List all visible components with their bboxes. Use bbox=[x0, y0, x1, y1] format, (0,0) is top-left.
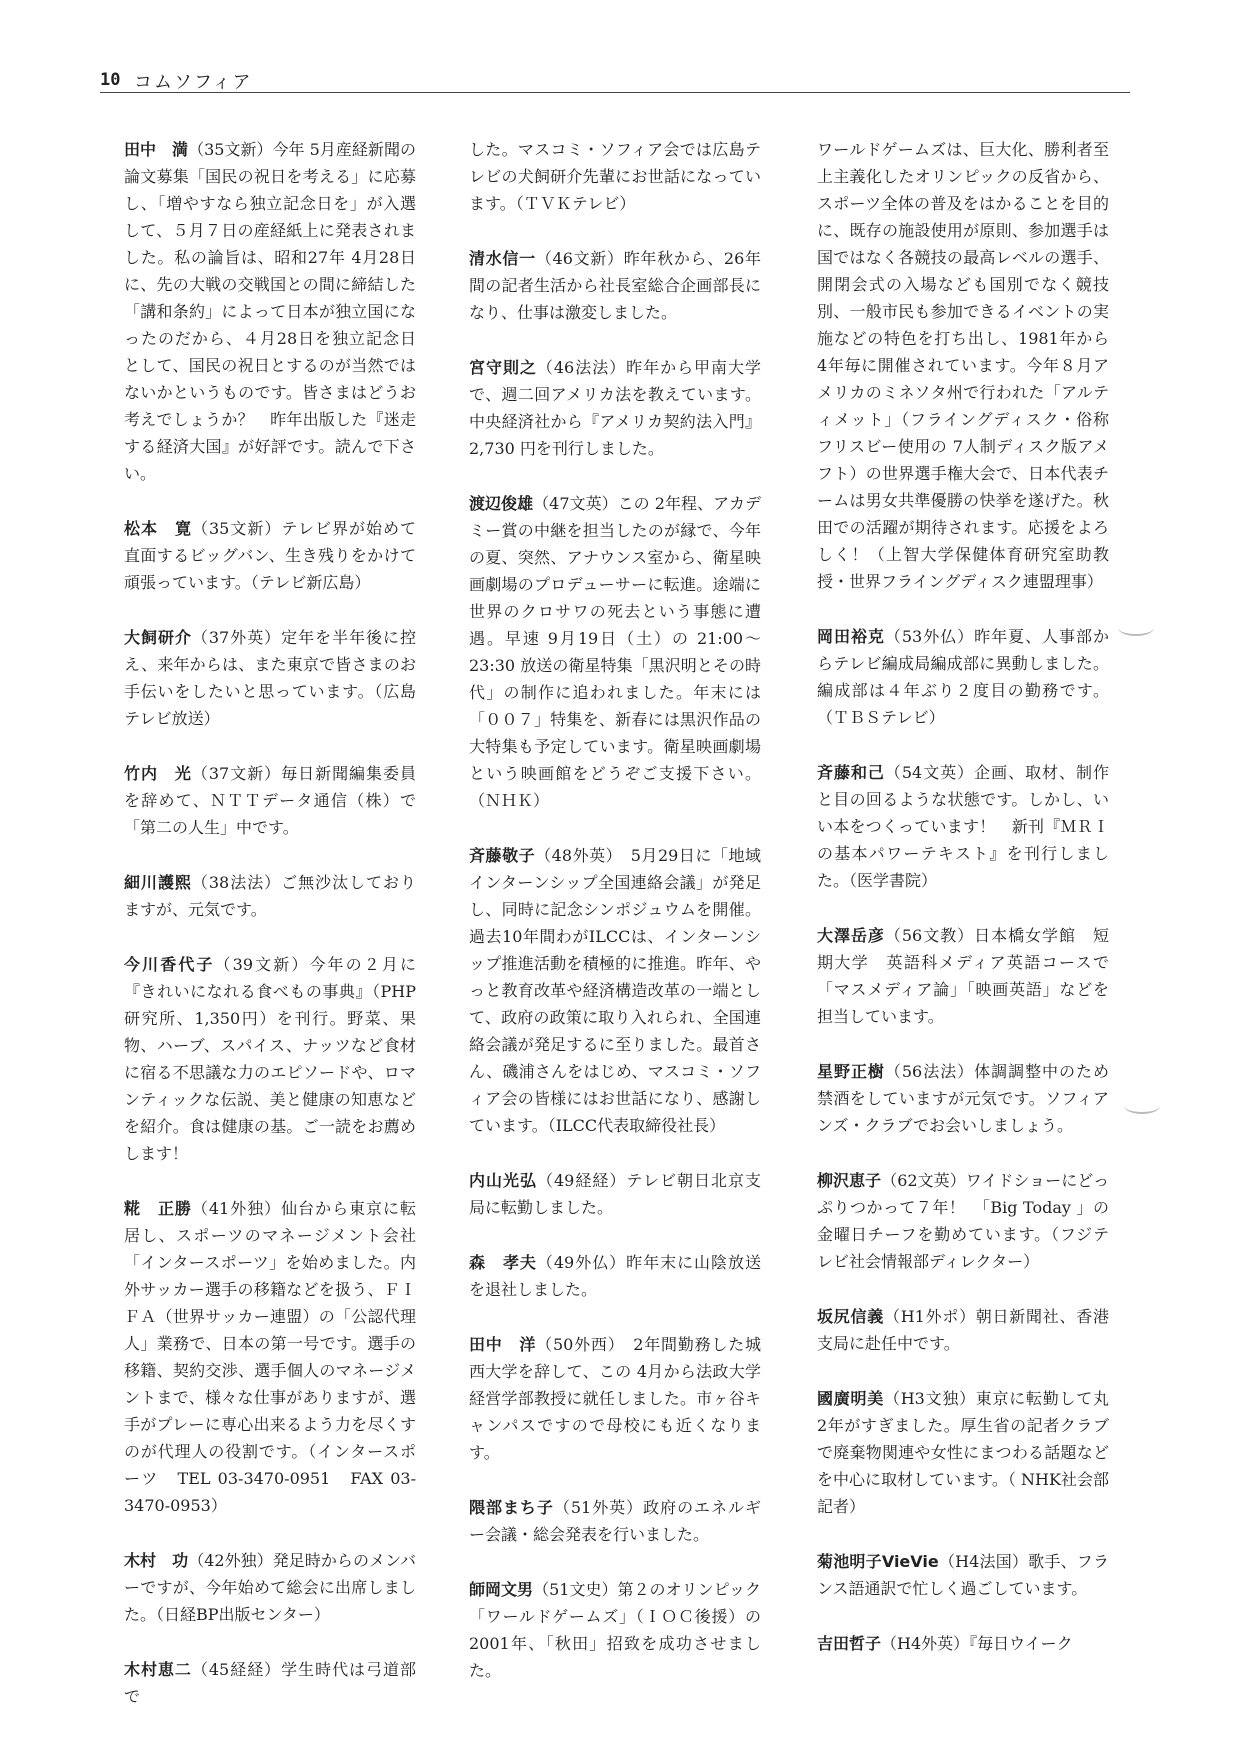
member-entry bbox=[817, 1548, 1109, 1602]
member-entry bbox=[124, 136, 416, 487]
member-message: （37外英）定年を半年後に控え、来年からは、また東京で皆さまのお手伝いをしたいと思っています。（広島テレビ放送） bbox=[124, 628, 416, 728]
member-name: 森 孝夫 bbox=[469, 1253, 537, 1272]
member-name: 星野正樹 bbox=[817, 1062, 885, 1081]
member-message: した。マスコミ・ソフィア会では広島テレビの犬飼研介先輩にお世話になっています。（ＴＶＫテレビ） bbox=[469, 140, 761, 213]
member-entry bbox=[469, 842, 761, 1139]
member-message: （46文新）昨年秋から、26年間の記者生活から社長室総合企画部長になり、仕事は激変しました。 bbox=[469, 249, 761, 322]
member-message: （51外英）政府のエネルギー会議・総会発表を行いました。 bbox=[469, 1498, 761, 1544]
page-header bbox=[100, 64, 1130, 92]
member-entry bbox=[817, 623, 1109, 731]
member-message: （37文新）毎日新聞編集委員を辞めて、ＮＴＴデータ通信（株）で「第二の人生」中です。 bbox=[124, 764, 416, 837]
member-name: 師岡文男 bbox=[469, 1580, 534, 1599]
member-entry bbox=[817, 922, 1109, 1030]
member-entry bbox=[469, 1576, 761, 1684]
member-name: 木村 功 bbox=[124, 1551, 189, 1570]
member-entry bbox=[817, 1385, 1109, 1520]
member-name: 坂尻信義 bbox=[817, 1307, 884, 1326]
member-message: （H1外ポ）朝日新聞社、香港支局に赴任中です。 bbox=[817, 1307, 1109, 1353]
member-message: （54文英）企画、取材、制作と目の回るような状態です。しかし、いい本をつくっています！ 新刊『ＭＲＩの基本パワーテキスト』を刊行しました。（医学書院） bbox=[817, 763, 1109, 890]
member-name: 渡辺俊雄 bbox=[469, 494, 534, 513]
member-entry bbox=[817, 1303, 1109, 1357]
member-message: ワールドゲームズは、巨大化、勝利者至上主義化したオリンピックの反省から、スポーツ全体の普及をはかることを目的に、既存の施設使用が原則、参加選手は国ではなく各競技の最高レベルの選手、開閉会式の入場なども国別でなく競技別、一般市民も参加できるイベントの実施などの特色を打ち出し、1981年から 4年毎に開催されています。今年８月アメリカのミネソタ州で行われた「アルティメット」（フライングディスク・俗称フリスビー使用の 7人制ディスク版アメフト）の世界選手権大会で、日本代表チームは男女共準優勝の快挙を遂げた。秋田での活躍が期待されます。応援をよろしく！（上智大学保健体育研究室助教授・世界フライングディスク連盟理事） bbox=[817, 140, 1109, 591]
member-entry bbox=[124, 624, 416, 732]
member-message: （39文新）今年の２月に『きれいになれる食べもの事典』（PHP研究所、1,350円）を刊行。野菜、果物、ハーブ、スパイス、ナッツなど食材に宿る不思議な力のエピソードや、ロマンティックな伝説、美と健康の知恵などを紹介。食は健康の基。ご一読をお薦めします！ bbox=[124, 955, 416, 1163]
member-entry bbox=[469, 490, 761, 814]
member-entry bbox=[817, 1167, 1109, 1275]
member-name: 斉藤敬子 bbox=[469, 846, 536, 865]
member-name: 宮守則之 bbox=[469, 358, 537, 377]
member-name: 吉田哲子 bbox=[817, 1634, 882, 1653]
member-entry bbox=[124, 760, 416, 841]
member-name: 大飼研介 bbox=[124, 628, 192, 647]
member-message: （38法法）ご無沙汰しておりますが、元気です。 bbox=[124, 873, 416, 919]
member-message: （H4外英）『毎日ウイーク bbox=[881, 1634, 1073, 1653]
member-message: （47文英）この 2年程、アカデミー賞の中継を担当したのが縁で、今年の夏、突然、アナウンス室から、衛星映画劇場のプロデューサーに転進。途端に世界のクロサワの死去という事態に遭遇。早速 9月19日（土）の 21:00～23:30 放送の衛星特集「黒沢明とその時代」の制作に追われました。年末には「００７」特集を、新春には黒沢作品の大特集も予定しています。衛星映画劇場という映画館をどうぞご支援下さい。（ＮＨＫ） bbox=[469, 494, 761, 810]
column-2 bbox=[469, 136, 761, 1712]
member-entry bbox=[469, 136, 761, 217]
member-message: （48外英） 5月29日に「地域インターンシップ全国連絡会議」が発足し、同時に記念シンポジュウムを開催。過去10年間わがILCCは、インターンシップ推進活動を積極的に推進。昨年、やっと教育改革や経済構造改革の一端として、政府の政策に取り入れられ、全国連絡会議が発足するに至りました。最首さん、磯浦さんをはじめ、マスコミ・ソフィア会の皆様にはお世話になり、感謝しています。（ILCC代表取締役社長） bbox=[469, 846, 761, 1135]
member-message: （46法法）昨年から甲南大学で、週二回アメリカ法を教えています。中央経済社から『アメリカ契約法入門』2,730 円を刊行しました。 bbox=[469, 358, 761, 458]
member-entry bbox=[469, 354, 761, 462]
punch-hole-mark bbox=[1124, 1098, 1160, 1114]
page-number: 10 bbox=[100, 70, 121, 90]
member-entry bbox=[124, 1656, 416, 1710]
member-name: 國廣明美 bbox=[817, 1389, 884, 1408]
member-message: （62文英）ワイドショーにどっぷりつかって７年！ 「Big Today 」の金曜日チーフを勤めています。（フジテレビ社会情報部ディレクター） bbox=[817, 1171, 1109, 1271]
member-entry bbox=[469, 1249, 761, 1303]
member-name: 田中 満 bbox=[124, 140, 189, 159]
member-message: （35文新）今年 5月産経新聞の論文募集「国民の祝日を考える」に応募し、「増やすなら独立記念日を」が入選して、５月７日の産経紙上に発表されました。私の論旨は、昭和27年 4月28日に、先の大戦の交戦国との間に締結した「講和条約」によって日本が独立国になったのだから、４月28日を独立記念日として、国民の祝日とするのが当然ではないかというものです。皆さまはどうお考えでしょうか？ 昨年出版した『迷走する経済大国』が好評です。読んで下さい。 bbox=[124, 140, 416, 483]
column-1 bbox=[124, 136, 416, 1738]
member-message: （H3文独）東京に転勤して丸 2年がすぎました。厚生省の記者クラブで廃棄物関連や女性にまつわる話題などを中心に取材しています。（ NHK社会部記者） bbox=[817, 1389, 1109, 1516]
member-name: 竹内 光 bbox=[124, 764, 192, 783]
member-message: （53外仏）昨年夏、人事部からテレビ編成局編成部に異動しました。編成部は４年ぶり２度目の勤務です。（ＴＢＳテレビ） bbox=[817, 627, 1109, 727]
member-entry bbox=[817, 136, 1109, 595]
publication-title: コムソフィア bbox=[134, 72, 253, 93]
member-name: 岡田裕克 bbox=[817, 627, 885, 646]
column-3 bbox=[817, 136, 1109, 1685]
member-message: （49外仏）昨年末に山陰放送を退社しました。 bbox=[469, 1253, 761, 1299]
member-name: 内山光弘 bbox=[469, 1171, 537, 1190]
member-name: 柳沢恵子 bbox=[817, 1171, 882, 1190]
member-entry bbox=[469, 245, 761, 326]
member-message: （H4法国）歌手、フランス語通訳で忙しく過ごしています。 bbox=[817, 1552, 1109, 1598]
member-name: 菊池明子VieVie bbox=[817, 1552, 939, 1571]
member-entry bbox=[124, 1547, 416, 1628]
member-name: 斉藤和己 bbox=[817, 763, 885, 782]
member-name: 清水信一 bbox=[469, 249, 536, 268]
member-name: 糀 正勝 bbox=[124, 1199, 192, 1218]
member-message: （41外独）仙台から東京に転居し、スポーツのマネージメント会社「インタースポーツ」を始めました。内外サッカー選手の移籍などを扱う、ＦＩＦＡ（世界サッカー連盟）の「公認代理人」業務で、日本の第一号です。選手の移籍、契約交渉、選手個人のマネージメントまで、様々な仕事がありますが、選手がプレーに専心出来るよう力を尽くすのが代理人の役割です。（インタースポーツ TEL 03-3470-0951 FAX 03-3470-0953） bbox=[124, 1199, 416, 1515]
member-message: （50外西） 2年間勤務した城西大学を辞して、この 4月から法政大学経営学部教授に就任しました。市ヶ谷キャンパスですので母校にも近くなります。 bbox=[469, 1335, 761, 1462]
member-entry bbox=[817, 1630, 1109, 1657]
member-message: （51文史）第２のオリンピック「ワールドゲームズ」（ＩＯＣ後援）の2001年、「秋田」招致を成功させました。 bbox=[469, 1580, 761, 1680]
member-name: 隈部まち子 bbox=[469, 1498, 554, 1517]
member-name: 田中 洋 bbox=[469, 1335, 537, 1354]
member-message: （45経経）学生時代は弓道部で bbox=[124, 1660, 416, 1706]
member-message: （56法法）体調調整中のため禁酒をしていますが元気です。ソフィアンズ・クラブでお会いしましょう。 bbox=[817, 1062, 1109, 1135]
punch-hole-mark bbox=[1118, 620, 1154, 636]
member-message: （56文教）日本橋女学館 短期大学 英語科メディア英語コースで「マスメディア論」「映画英語」などを担当しています。 bbox=[817, 926, 1109, 1026]
member-entry bbox=[124, 869, 416, 923]
member-entry bbox=[817, 1058, 1109, 1139]
member-message: （49経経）テレビ朝日北京支局に転勤しました。 bbox=[469, 1171, 761, 1217]
member-name: 今川香代子 bbox=[124, 955, 215, 974]
member-name: 大澤岳彦 bbox=[817, 926, 885, 945]
member-entry bbox=[817, 759, 1109, 894]
member-name: 細川護熙 bbox=[124, 873, 192, 892]
member-name: 木村恵二 bbox=[124, 1660, 192, 1679]
member-entry bbox=[124, 1195, 416, 1519]
member-message: （35文新）テレビ界が始めて直面するビッグバン、生き残りをかけて頑張っています。（テレビ新広島） bbox=[124, 519, 416, 592]
member-entry bbox=[124, 951, 416, 1167]
header-rule bbox=[100, 92, 1130, 93]
member-entry bbox=[469, 1167, 761, 1221]
member-entry bbox=[469, 1331, 761, 1466]
member-entry bbox=[469, 1494, 761, 1548]
member-name: 松本 寛 bbox=[124, 519, 192, 538]
member-entry bbox=[124, 515, 416, 596]
member-message: （42外独）発足時からのメンバーですが、今年始めて総会に出席しました。（日経BP出版センター） bbox=[124, 1551, 416, 1624]
